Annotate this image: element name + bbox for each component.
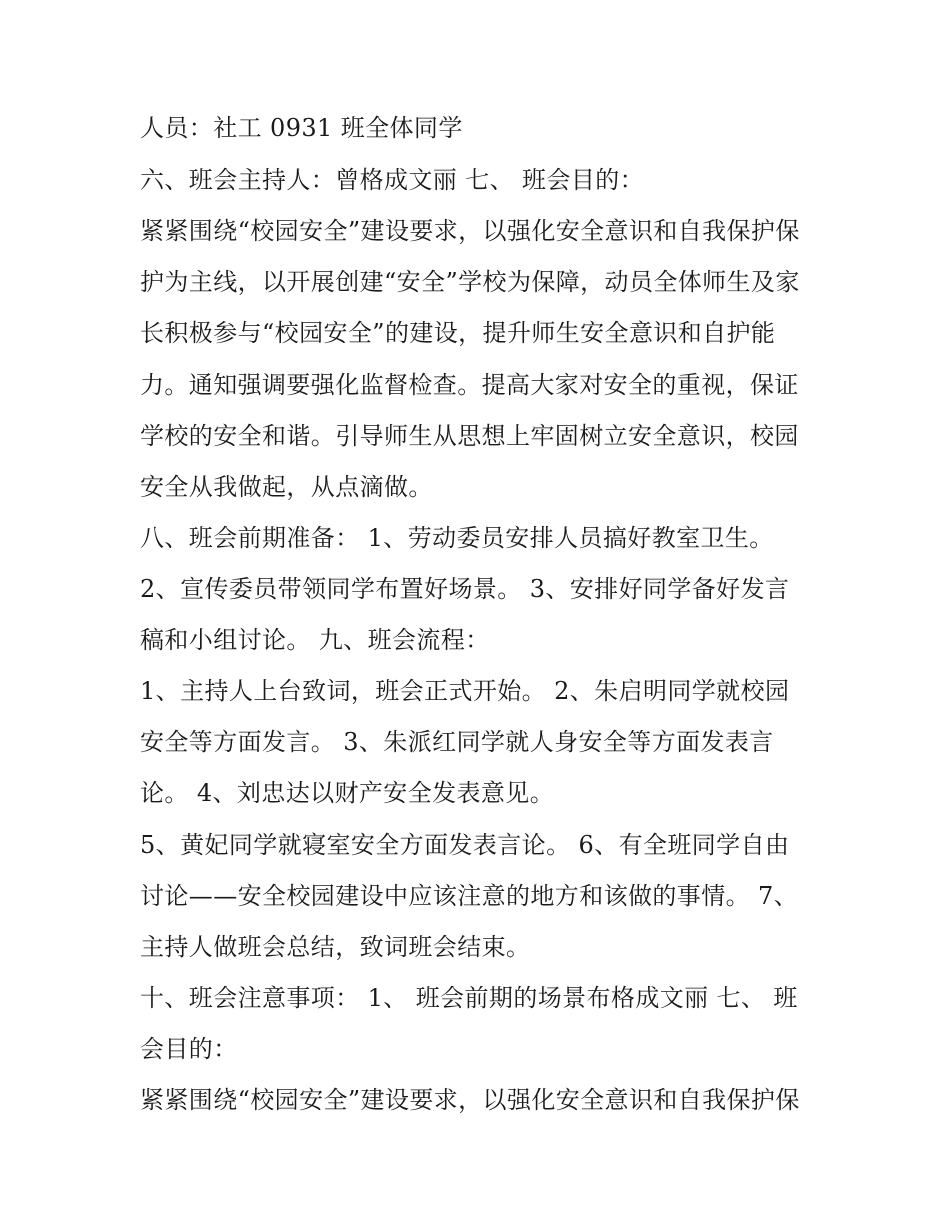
text-line-process-2: 安全等方面发言。 3、朱派红同学就人身安全等方面发表言 (140, 728, 774, 756)
text-line-preparation-1: 八、班会前期准备： 1、劳动委员安排人员搞好教室卫生。 (140, 524, 774, 552)
text-line-purpose-5: 学校的安全和谐。引导师生从思想上牢固树立安全意识，校园 (140, 422, 799, 450)
text-line-process-5: 讨论——安全校园建设中应该注意的地方和该做的事情。 7、 (140, 882, 799, 910)
text-line-purpose-3: 长积极参与“校园安全”的建设，提升师生安全意识和自护能 (140, 319, 776, 347)
text-line-purpose-4: 力。通知强调要强化监督检查。提高大家对安全的重视，保证 (140, 371, 799, 399)
text-line-process-6: 主持人做班会总结，致词班会结束。 (140, 933, 531, 961)
text-line-notes-1: 十、班会注意事项： 1、 班会前期的场景布格成文丽 七、 班 (140, 984, 798, 1012)
text-line-process-1: 1、主持人上台致词，班会正式开始。 2、朱启明同学就校园 (140, 677, 790, 705)
text-line-preparation-3: 稿和小组讨论。 九、班会流程： (140, 626, 490, 654)
text-line-process-4: 5、黄妃同学就寝室安全方面发表言论。 6、有全班同学自由 (140, 831, 790, 859)
text-line-purpose-repeat: 紧紧围绕“校园安全”建设要求，以强化安全意识和自我保护保 (140, 1086, 800, 1114)
text-line-purpose-2: 护为主线，以开展创建“安全”学校为保障，动员全体师生及家 (140, 268, 800, 296)
text-line-process-3: 论。 4、刘忠达以财产安全发表意见。 (140, 779, 555, 807)
text-line-participants: 人员：社工 0931 班全体同学 (140, 114, 463, 142)
text-line-purpose-6: 安全从我做起，从点滴做。 (140, 473, 433, 501)
text-line-purpose-1: 紧紧围绕“校园安全”建设要求，以强化安全意识和自我保护保 (140, 217, 800, 245)
text-line-notes-2: 会目的： (140, 1035, 238, 1063)
text-line-preparation-2: 2、宣传委员带领同学布置好场景。 3、安排好同学备好发言 (140, 575, 790, 603)
text-line-host: 六、班会主持人：曾格成文丽 七、 班会目的： (140, 166, 645, 194)
